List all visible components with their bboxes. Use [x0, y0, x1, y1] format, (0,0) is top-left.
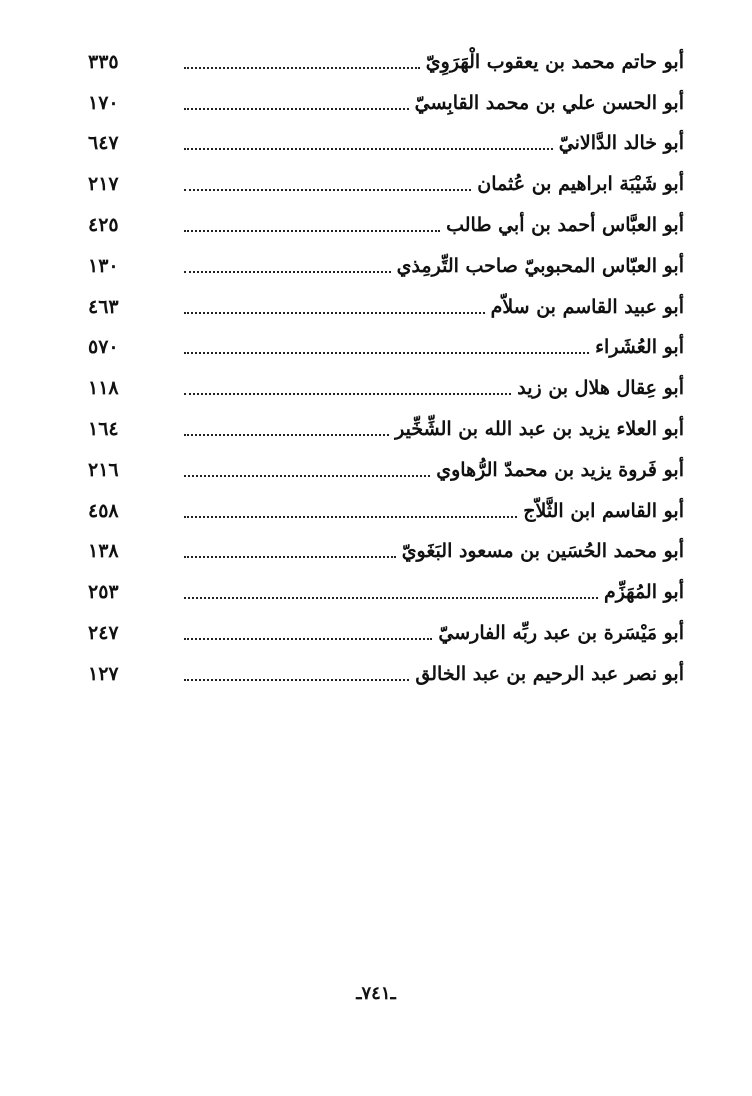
index-list [88, 42, 684, 695]
entry-page-number: ٢٥٣ [88, 581, 119, 604]
entry-page-number: ١١٨ [88, 377, 119, 400]
index-entry [88, 654, 684, 695]
entry-page-number: ٢١٦ [88, 458, 119, 481]
index-entry [88, 164, 684, 205]
dot-leader [184, 147, 553, 150]
index-entry [88, 205, 684, 246]
entry-page-number: ٤٢٥ [88, 214, 119, 237]
entry-page-number: ١٣٨ [88, 540, 119, 563]
entry-page-number: ١٢٧ [88, 662, 119, 685]
entry-name: أبو نصر عبد الرحيم بن عبد الخالق [415, 662, 684, 685]
dot-leader [184, 555, 396, 558]
entry-name: أبو خالد الدَّالانيّ [558, 132, 684, 155]
dot-leader [184, 515, 517, 518]
dot-leader [184, 229, 440, 232]
index-entry [88, 572, 684, 613]
entry-page-number: ٤٦٣ [88, 295, 119, 318]
dot-leader [184, 107, 409, 110]
entry-name: أبو عِقال هلال بن زيد [517, 377, 684, 400]
entry-name: أبو القاسم ابن الثَّلاّج [523, 499, 684, 522]
entry-name: أبو العُشَراء [595, 336, 684, 359]
dot-leader [184, 433, 389, 436]
index-entry [88, 613, 684, 654]
entry-name: أبو عبيد القاسم بن سلاّم [490, 295, 684, 318]
index-entry [88, 409, 684, 450]
entry-name: أبو العلاء يزيد بن عبد الله بن الشِّخِّير [395, 418, 684, 441]
dot-leader [184, 637, 432, 640]
index-entry [88, 42, 684, 83]
dot-leader [184, 596, 598, 599]
entry-name: أبو المُهَزِّم [603, 581, 684, 604]
dot-leader [184, 270, 391, 273]
dot-leader [184, 66, 420, 69]
index-entry [88, 532, 684, 573]
entry-page-number: ٣٣٥ [88, 50, 119, 73]
entry-name: أبو مَيْسَرة بن عبد ربِّه الفارسيّ [438, 622, 684, 645]
dot-leader [184, 188, 471, 191]
page-number: ـ٧٤١ـ [356, 983, 396, 1004]
entry-name: أبو شَيْبَة ابراهيم بن عُثمان [477, 173, 684, 196]
index-entry [88, 368, 684, 409]
dot-leader [184, 474, 430, 477]
entry-name: أبو محمد الحُسَين بن مسعود البَغَويّ [401, 540, 684, 563]
entry-page-number: ٢٤٧ [88, 622, 119, 645]
entry-page-number: ١٧٠ [88, 91, 119, 114]
entry-page-number: ٥٧٠ [88, 336, 119, 359]
dot-leader [184, 351, 589, 354]
index-entry [88, 491, 684, 532]
dot-leader [184, 392, 511, 395]
entry-page-number: ١٦٤ [88, 418, 119, 441]
index-entry [88, 83, 684, 124]
dot-leader [184, 311, 485, 314]
entry-name: أبو فَروة يزيد بن محمدّ الرُّهاوي [436, 458, 684, 481]
entry-name: أبو العبَّاس أحمد بن أبي طالب [446, 214, 684, 237]
index-entry [88, 328, 684, 369]
entry-page-number: ٦٤٧ [88, 132, 119, 155]
index-entry [88, 287, 684, 328]
entry-page-number: ١٣٠ [88, 254, 119, 277]
entry-name: أبو حاتم محمد بن يعقوب الْهَرَوِيّ [425, 50, 684, 73]
entry-page-number: ٢١٧ [88, 173, 119, 196]
index-entry [88, 124, 684, 165]
dot-leader [184, 678, 409, 681]
entry-name: أبو الحسن علي بن محمد القابِسيّ [414, 91, 684, 114]
index-entry [88, 450, 684, 491]
entry-name: أبو العبّاس المحبوبيّ صاحب التِّرمِذي [396, 254, 684, 277]
entry-page-number: ٤٥٨ [88, 499, 119, 522]
index-entry [88, 246, 684, 287]
